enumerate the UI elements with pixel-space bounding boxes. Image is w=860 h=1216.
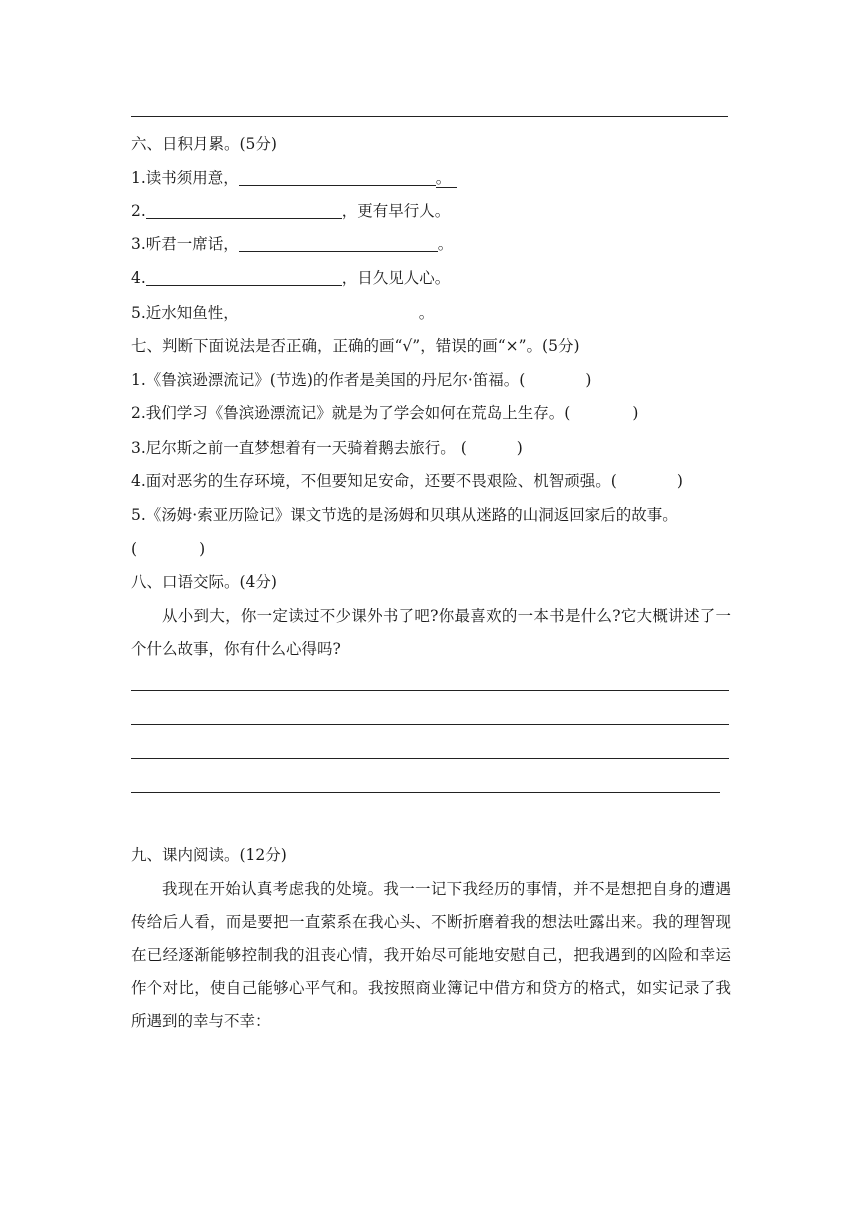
answer-blank[interactable] xyxy=(146,269,342,286)
section6-heading: 六、日积月累。(5分) xyxy=(131,135,277,153)
answer-line-1[interactable] xyxy=(131,690,729,691)
close-paren: ) xyxy=(676,472,683,490)
section7-item-3 xyxy=(131,437,523,458)
section8-heading: 八、口语交际。(4分) xyxy=(131,573,277,591)
item-text: 4. xyxy=(131,269,146,287)
item-text: 5.《汤姆·索亚历险记》课文节选的是汤姆和贝琪从迷路的山洞返回家后的故事。 xyxy=(131,506,678,524)
answer-parens[interactable] xyxy=(617,470,677,486)
section7-item-2 xyxy=(131,402,638,423)
answer-line-4[interactable] xyxy=(131,792,720,793)
answer-parens[interactable] xyxy=(570,402,632,418)
section7-heading: 七、判断下面说法是否正确，正确的画“√”，错误的画“×”。(5分) xyxy=(131,337,580,355)
item-text: 3.尼尔斯之前一直梦想着有一天骑着鹅去旅行。 ( xyxy=(131,439,467,457)
top-divider xyxy=(131,116,728,117)
item-text: ，日久见人心。 xyxy=(341,269,451,287)
item-text: ，更有早行人。 xyxy=(341,202,451,220)
section6-item-3 xyxy=(131,234,453,254)
close-paren: ) xyxy=(199,540,206,558)
section6-item-2 xyxy=(131,201,450,221)
item-text: 。 xyxy=(418,304,435,322)
section7-item-5-parens xyxy=(131,538,205,559)
section9-heading: 九、课内阅读。(12分) xyxy=(131,846,287,864)
item-text: 5.近水知鱼性， xyxy=(131,304,239,322)
close-paren: ) xyxy=(585,371,592,389)
close-paren: ) xyxy=(516,439,523,457)
section7-item-4 xyxy=(131,470,683,491)
item-text: 1.读书须用意， xyxy=(131,169,239,187)
item-text: 1.《鲁滨逊漂流记》(节选)的作者是美国的丹尼尔·笛福。( xyxy=(131,371,526,389)
answer-blank[interactable] xyxy=(146,202,342,219)
item-text: 2.我们学习《鲁滨逊漂流记》就是为了学会如何在荒岛上生存。( xyxy=(131,404,571,422)
answer-parens[interactable] xyxy=(137,538,199,554)
section7-item-5 xyxy=(131,505,678,525)
item-text: 3.听君一席话， xyxy=(131,235,239,253)
section6-item-4 xyxy=(131,268,450,288)
section6-item-5 xyxy=(131,302,434,323)
answer-parens[interactable] xyxy=(525,369,585,385)
item-text: 。 xyxy=(437,235,454,253)
answer-parens[interactable] xyxy=(467,437,517,453)
answer-line-2[interactable] xyxy=(131,724,729,725)
section6-item-1 xyxy=(131,168,457,188)
item-text: 2. xyxy=(131,202,146,220)
open-paren: ( xyxy=(131,540,138,558)
section7-item-1 xyxy=(131,369,591,390)
item-text: 。 xyxy=(436,169,458,188)
section9-passage: 我现在开始认真考虑我的处境。我一一记下我经历的事情，并不是想把自身的遭遇传给后人看，而是要把一直萦系在我心头、不断折磨着我的想法吐露出来。我的理智现在已经逐渐能够控制我的沮丧心情，我开始尽可能地安慰自己，把我遇到的凶险和幸运作个对比，使自己能够心平气和。我按照商业簿记中借方和贷方的格式，如实记录了我所遇到的幸与不幸： xyxy=(131,880,731,1030)
answer-line-3[interactable] xyxy=(131,758,729,759)
item-text: 4.面对恶劣的生存环境，不但要知足安命，还要不畏艰险、机智顽强。( xyxy=(131,472,617,490)
section8-prompt: 从小到大，你一定读过不少课外书了吧?你最喜欢的一本书是什么?它大概讲述了一个什么故事，你有什么心得吗? xyxy=(131,607,731,658)
answer-blank[interactable] xyxy=(239,169,436,186)
answer-blank[interactable] xyxy=(239,235,438,252)
answer-blank[interactable] xyxy=(239,302,419,318)
close-paren: ) xyxy=(632,404,639,422)
